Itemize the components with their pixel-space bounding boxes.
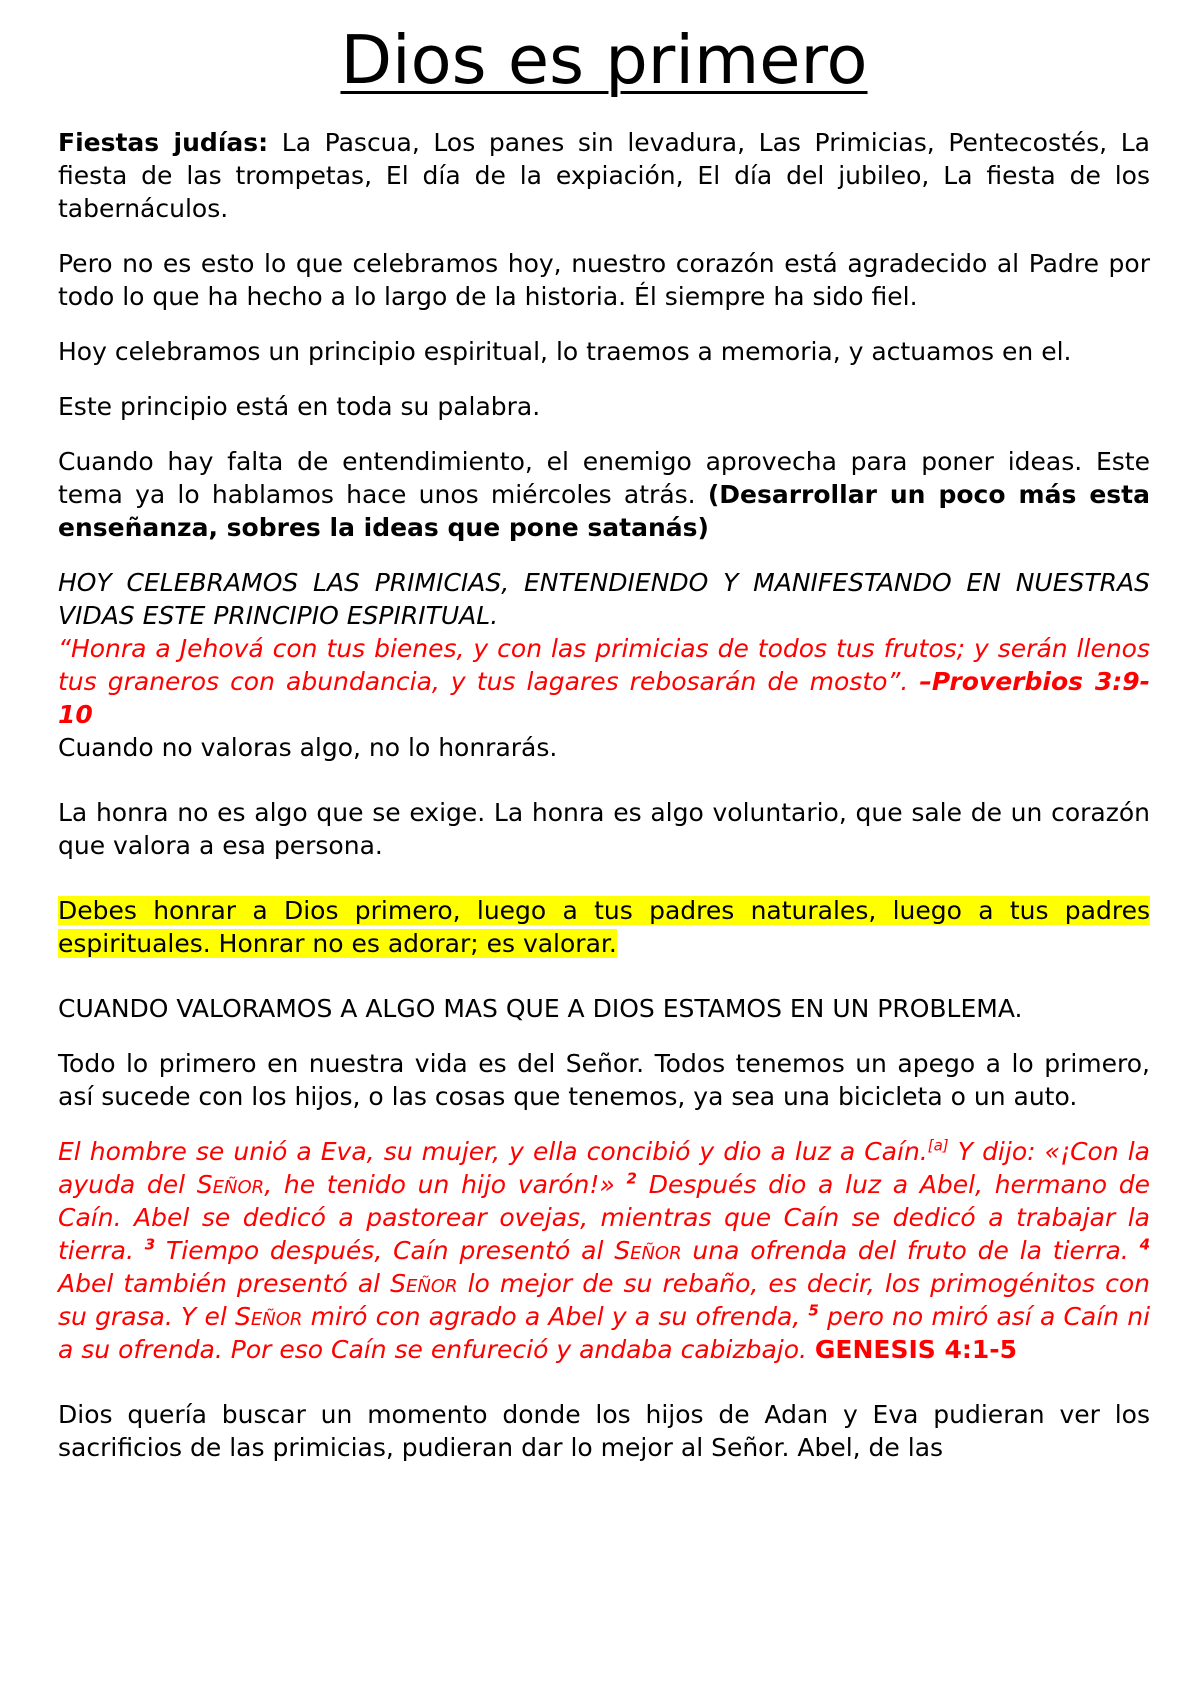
fiestas-text: La Pascua, Los panes sin levadura, Las Primicias, Pentecostés, La fiesta de las trompetas, El día de la expiación, El día del jubileo, La fiesta de los tabernáculos. (58, 128, 1150, 224)
genesis-text-3b: una ofrenda del fruto de la tierra. (681, 1236, 1140, 1266)
verse-number: 2 (626, 1170, 637, 1189)
paragraph-fiestas (58, 126, 1150, 225)
verse-number: 5 (808, 1302, 819, 1321)
paragraph-honra: La honra no es algo que se exige. La honra es algo voluntario, que sale de un corazón que valora a esa persona. (58, 798, 1150, 861)
enemy-text: Cuando hay falta de entendimiento, el enemigo aprovecha para poner ideas. Este tema ya lo hablamos hace unos miércoles atrás. (58, 447, 1150, 510)
paragraph-principle: Hoy celebramos un principio espiritual, lo traemos a memoria, y actuamos en el. (58, 337, 1072, 367)
genesis-text-4b: lo mejor de su rebaño, es decir, los primogénitos con su grasa. Y el (58, 1269, 1150, 1332)
genesis-text-3a: Tiempo después, Caín presentó al (155, 1236, 615, 1266)
verse-genesis (58, 1135, 1150, 1366)
page-title: Dios es primero (340, 21, 868, 99)
paragraph-primicias: HOY CELEBRAMOS LAS PRIMICIAS, ENTENDIENDO Y MANIFESTANDO EN NUESTRAS VIDAS ESTE PRINCIPIO ESPIRITUAL. (58, 568, 1150, 631)
verse-proverbios (58, 632, 1150, 731)
verse-number: 4 (1139, 1236, 1150, 1255)
lord-name: Señor (614, 1236, 682, 1266)
paragraph-valoras: Cuando no valoras algo, no lo honrarás. (58, 733, 558, 763)
verse-proverbios-text: “Honra a Jehová con tus bienes, y con las primicias de todos tus frutos; y serán llenos tus graneros con abundancia, y tus lagares rebosarán de mosto”. (58, 634, 1150, 697)
paragraph-problema: CUANDO VALORAMOS A ALGO MAS QUE A DIOS ESTAMOS EN UN PROBLEMA. (58, 994, 1023, 1024)
lord-name: Señor (390, 1269, 458, 1299)
paragraph-celebration: Pero no es esto lo que celebramos hoy, nuestro corazón está agradecido al Padre por todo lo que ha hecho a lo largo de la historia. Él siempre ha sido fiel. (58, 249, 1150, 312)
verse-genesis-ref: GENESIS 4:1-5 (814, 1335, 1018, 1365)
lord-name: Señor (196, 1170, 265, 1200)
genesis-text-4a: Abel también presentó al (58, 1269, 391, 1299)
genesis-text-1b: Y dijo: «¡Con la ayuda del (58, 1137, 1150, 1200)
paragraph-sacrificios: Dios quería buscar un momento donde los hijos de Adan y Eva pudieran ver los sacrificios de las primicias, pudieran dar lo mejor al Señor. Abel, de las (58, 1400, 1150, 1463)
genesis-text-5: pero no miró así a Caín ni a su ofrenda. Por eso Caín se enfureció y andaba cabizbajo. (58, 1302, 1151, 1365)
lord-name: Señor (235, 1302, 303, 1332)
paragraph-primero: Todo lo primero en nuestra vida es del Señor. Todos tenemos un apego a lo primero, así sucede con los hijos, o las cosas que tenemos, ya sea una bicicleta o un auto. (58, 1049, 1150, 1112)
paragraph-highlight (58, 894, 1150, 960)
verse-proverbios-ref: –Proverbios 3:9-10 (58, 667, 1150, 730)
genesis-text-1: El hombre se unió a Eva, su mujer, y ella concibió y dio a luz a Caín. (58, 1137, 928, 1167)
highlighted-text: Debes honrar a Dios primero, luego a tus padres naturales, luego a tus padres espirituales. Honrar no es adorar; es valorar. (58, 896, 1150, 959)
enemy-note: (Desarrollar un poco más esta enseñanza, sobres la ideas que pone satanás) (58, 480, 1150, 543)
fiestas-label: Fiestas judías: (58, 128, 269, 158)
genesis-text-2: Después dio a luz a Abel, hermano de Caín. Abel se dedicó a pastorear ovejas, mientras que Caín se dedicó a trabajar la tierra. (58, 1170, 1150, 1266)
genesis-text-4c: miró con agrado a Abel y a su ofrenda, (302, 1302, 809, 1332)
paragraph-enemy (58, 445, 1150, 544)
verse-number: 3 (144, 1236, 156, 1255)
paragraph-word: Este principio está en toda su palabra. (58, 392, 541, 422)
footnote-a[interactable]: [a] (927, 1137, 949, 1156)
genesis-text-1c: , he tenido un hijo varón!» (264, 1170, 627, 1200)
